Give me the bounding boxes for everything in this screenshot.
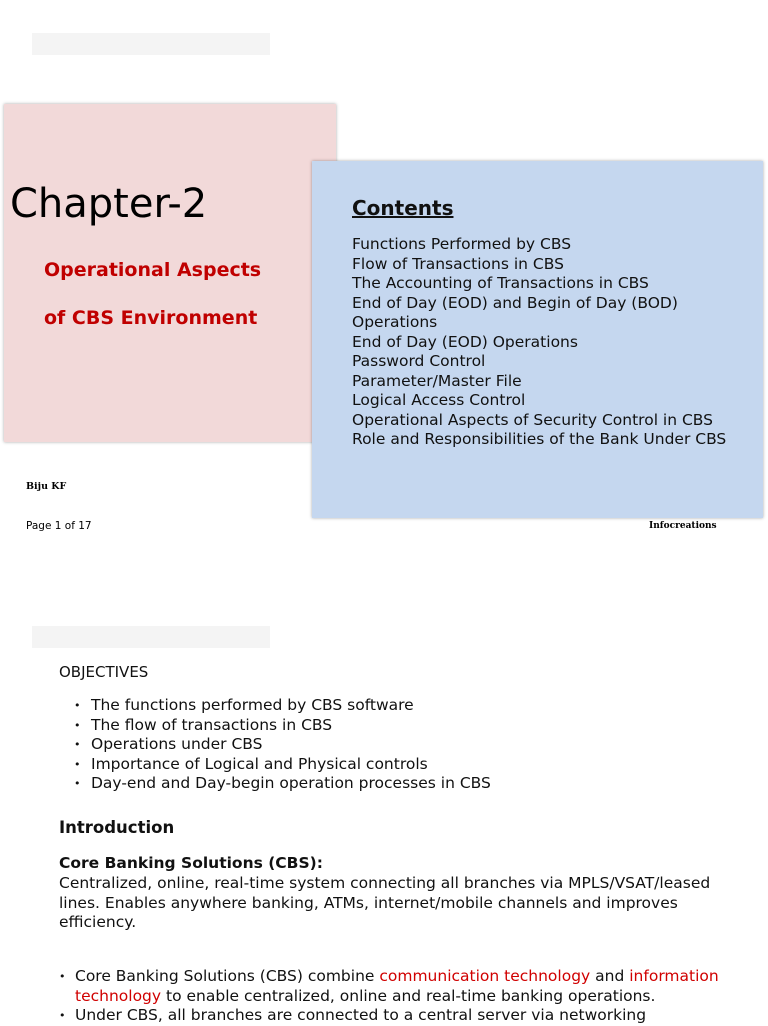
objective-item: • The functions performed by CBS software — [59, 696, 491, 716]
objective-item: • The flow of transactions in CBS — [59, 716, 491, 736]
contents-item: Operations — [352, 313, 438, 331]
chapter-title: Chapter-2 — [10, 181, 208, 227]
contents-item: Functions Performed by CBS — [352, 235, 572, 253]
contents-item: The Accounting of Transactions in CBS — [352, 274, 649, 292]
detail-bullet-1 — [59, 967, 759, 1006]
detail-text: Core Banking Solutions (CBS) combine — [75, 967, 380, 985]
contents-item: End of Day (EOD) and Begin of Day (BOD) — [352, 293, 678, 312]
author-name: Biju KF — [26, 481, 67, 492]
detail-bullet-2: • Under CBS, all branches are connected to a central server via networking — [59, 1006, 759, 1026]
subtitle-line-2: of CBS Environment — [44, 307, 258, 329]
objective-item: • Importance of Logical and Physical controls — [59, 755, 491, 775]
contents-item: Password Control — [352, 352, 486, 370]
objectives-list — [59, 696, 491, 794]
detail-text: and — [590, 967, 630, 985]
contents-list — [352, 235, 760, 450]
faint-header-bar-2 — [32, 626, 270, 648]
faint-header-bar — [32, 33, 270, 55]
objective-item: • Operations under CBS — [59, 735, 491, 755]
highlight-communication: communication technology — [379, 967, 591, 985]
subtitle-line-1: Operational Aspects — [44, 259, 262, 281]
introduction-heading: Introduction — [59, 818, 175, 837]
detail-bullet-list — [59, 967, 759, 1026]
contents-item: Operational Aspects of Security Control in CBS — [352, 410, 714, 429]
contents-item: End of Day (EOD) Operations — [352, 332, 578, 351]
brand-label: Infocreations — [649, 521, 717, 531]
contents-item: Parameter/Master File — [352, 371, 522, 390]
contents-item: Role and Responsibilities of the Bank Under CBS — [352, 430, 727, 448]
contents-item: Logical Access Control — [352, 391, 526, 409]
detail-text: to enable centralized, online and real-time banking operations. — [161, 986, 656, 1005]
cbs-description: Centralized, online, real-time system connecting all branches via MPLS/VSAT/leased lines. Enables anywhere banking, ATMs, internet/mobile channels and improves efficiency. — [59, 874, 711, 931]
objective-item: • Day-end and Day-begin operation processes in CBS — [59, 774, 491, 794]
contents-item: Flow of Transactions in CBS — [352, 254, 564, 273]
page-number: Page 1 of 17 — [26, 520, 92, 532]
highlight-information: information technology — [75, 967, 719, 1005]
contents-heading: Contents — [352, 196, 454, 220]
objectives-heading: OBJECTIVES — [59, 663, 149, 681]
cbs-heading: Core Banking Solutions (CBS): — [59, 854, 323, 872]
